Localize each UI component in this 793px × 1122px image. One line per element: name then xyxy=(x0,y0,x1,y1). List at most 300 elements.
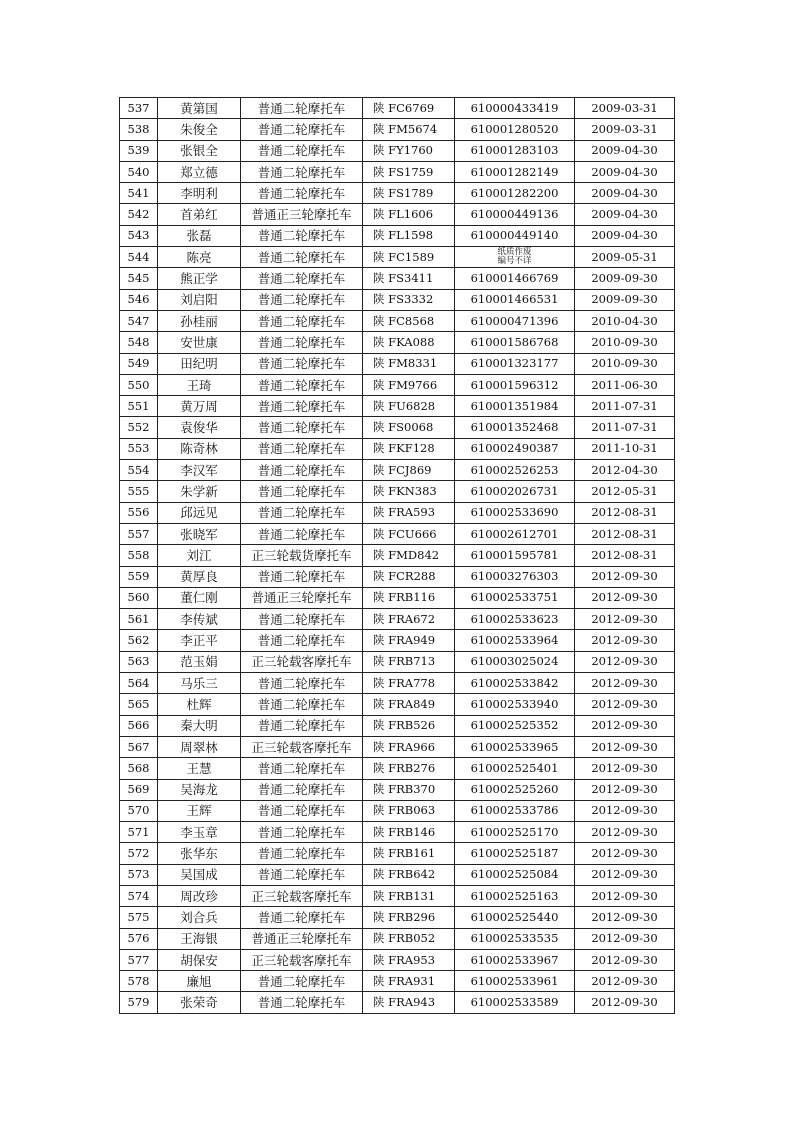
plate-number-cell: 陕 FRB063 xyxy=(363,800,455,821)
certificate-number-cell: 610002533961 xyxy=(455,971,575,992)
table-row xyxy=(120,161,675,182)
row-number-cell: 566 xyxy=(120,715,158,736)
table-body xyxy=(120,98,675,1014)
vehicle-type-cell: 普通二轮摩托车 xyxy=(241,310,363,331)
vehicle-type-cell: 普通二轮摩托车 xyxy=(241,971,363,992)
row-number-cell: 543 xyxy=(120,225,158,246)
certificate-number-cell: 610002525260 xyxy=(455,779,575,800)
row-number-cell: 577 xyxy=(120,949,158,970)
plate-number-cell: 陕 FRA943 xyxy=(363,992,455,1013)
date-cell: 2012-09-30 xyxy=(575,609,675,630)
owner-name-cell: 首弟红 xyxy=(158,204,241,225)
date-cell: 2011-07-31 xyxy=(575,417,675,438)
table-row xyxy=(120,183,675,204)
table-row xyxy=(120,822,675,843)
table-row xyxy=(120,907,675,928)
certificate-number-cell: 610001282149 xyxy=(455,161,575,182)
certificate-note-line: 纸质作废 xyxy=(497,246,532,257)
row-number-cell: 545 xyxy=(120,268,158,289)
vehicle-type-cell: 普通二轮摩托车 xyxy=(241,630,363,651)
certificate-number-cell: 610002533589 xyxy=(455,992,575,1013)
date-cell: 2012-09-30 xyxy=(575,566,675,587)
owner-name-cell: 秦大明 xyxy=(158,715,241,736)
row-number-cell: 549 xyxy=(120,353,158,374)
vehicle-type-cell: 普通二轮摩托车 xyxy=(241,396,363,417)
owner-name-cell: 胡保安 xyxy=(158,949,241,970)
vehicle-type-cell: 普通二轮摩托车 xyxy=(241,332,363,353)
table-row xyxy=(120,417,675,438)
plate-number-cell: 陕 FRA966 xyxy=(363,736,455,757)
date-cell: 2012-09-30 xyxy=(575,885,675,906)
owner-name-cell: 廉旭 xyxy=(158,971,241,992)
row-number-cell: 569 xyxy=(120,779,158,800)
table-row xyxy=(120,715,675,736)
vehicle-type-cell: 普通正三轮摩托车 xyxy=(241,587,363,608)
certificate-number-cell: 610000449136 xyxy=(455,204,575,225)
owner-name-cell: 刘江 xyxy=(158,545,241,566)
certificate-number-cell: 610002533535 xyxy=(455,928,575,949)
date-cell: 2009-04-30 xyxy=(575,140,675,161)
date-cell: 2012-09-30 xyxy=(575,630,675,651)
certificate-number-cell: 610002533786 xyxy=(455,800,575,821)
owner-name-cell: 王海银 xyxy=(158,928,241,949)
certificate-number-cell: 610001282200 xyxy=(455,183,575,204)
certificate-number-cell: 610002533690 xyxy=(455,502,575,523)
certificate-number-cell: 610001596312 xyxy=(455,374,575,395)
certificate-number-cell: 610002525163 xyxy=(455,885,575,906)
vehicle-type-cell: 普通二轮摩托车 xyxy=(241,481,363,502)
table-row xyxy=(120,736,675,757)
date-cell: 2010-04-30 xyxy=(575,310,675,331)
plate-number-cell: 陕 FRB276 xyxy=(363,758,455,779)
certificate-number-cell: 610002533842 xyxy=(455,673,575,694)
date-cell: 2009-04-30 xyxy=(575,183,675,204)
certificate-number-cell: 610002533965 xyxy=(455,736,575,757)
plate-number-cell: 陕 FRB370 xyxy=(363,779,455,800)
plate-number-cell: 陕 FRB146 xyxy=(363,822,455,843)
date-cell: 2012-09-30 xyxy=(575,949,675,970)
vehicle-record-table xyxy=(119,97,675,1014)
owner-name-cell: 黄厚良 xyxy=(158,566,241,587)
certificate-number-cell: 610001466769 xyxy=(455,268,575,289)
certificate-number-cell: 610002525170 xyxy=(455,822,575,843)
vehicle-type-cell: 普通二轮摩托车 xyxy=(241,161,363,182)
owner-name-cell: 孙桂丽 xyxy=(158,310,241,331)
vehicle-type-cell: 普通二轮摩托车 xyxy=(241,673,363,694)
plate-number-cell: 陕 FM8331 xyxy=(363,353,455,374)
owner-name-cell: 朱学新 xyxy=(158,481,241,502)
table-row xyxy=(120,843,675,864)
table-row xyxy=(120,928,675,949)
row-number-cell: 546 xyxy=(120,289,158,310)
vehicle-type-cell: 普通二轮摩托车 xyxy=(241,183,363,204)
certificate-number-cell: 610002533967 xyxy=(455,949,575,970)
date-cell: 2009-04-30 xyxy=(575,225,675,246)
date-cell: 2012-08-31 xyxy=(575,502,675,523)
row-number-cell: 567 xyxy=(120,736,158,757)
row-number-cell: 559 xyxy=(120,566,158,587)
owner-name-cell: 安世康 xyxy=(158,332,241,353)
plate-number-cell: 陕 FRB131 xyxy=(363,885,455,906)
row-number-cell: 571 xyxy=(120,822,158,843)
plate-number-cell: 陕 FS3332 xyxy=(363,289,455,310)
row-number-cell: 579 xyxy=(120,992,158,1013)
table-row xyxy=(120,310,675,331)
plate-number-cell: 陕 FS0068 xyxy=(363,417,455,438)
row-number-cell: 555 xyxy=(120,481,158,502)
table-row xyxy=(120,587,675,608)
date-cell: 2012-09-30 xyxy=(575,800,675,821)
plate-number-cell: 陕 FRB116 xyxy=(363,587,455,608)
plate-number-cell: 陕 FS3411 xyxy=(363,268,455,289)
table-row xyxy=(120,992,675,1013)
certificate-number-cell xyxy=(455,247,575,268)
date-cell: 2012-09-30 xyxy=(575,651,675,672)
table-row xyxy=(120,673,675,694)
plate-number-cell: 陕 FRB642 xyxy=(363,864,455,885)
row-number-cell: 576 xyxy=(120,928,158,949)
owner-name-cell: 张银全 xyxy=(158,140,241,161)
table-row xyxy=(120,374,675,395)
owner-name-cell: 王辉 xyxy=(158,800,241,821)
date-cell: 2011-10-31 xyxy=(575,438,675,459)
plate-number-cell: 陕 FRA931 xyxy=(363,971,455,992)
date-cell: 2012-09-30 xyxy=(575,822,675,843)
date-cell: 2009-05-31 xyxy=(575,247,675,268)
owner-name-cell: 董仁刚 xyxy=(158,587,241,608)
owner-name-cell: 范玉娟 xyxy=(158,651,241,672)
certificate-number-cell: 610002490387 xyxy=(455,438,575,459)
owner-name-cell: 王慧 xyxy=(158,758,241,779)
date-cell: 2012-09-30 xyxy=(575,673,675,694)
certificate-number-cell: 610002525187 xyxy=(455,843,575,864)
date-cell: 2009-03-31 xyxy=(575,98,675,119)
owner-name-cell: 吴海龙 xyxy=(158,779,241,800)
plate-number-cell: 陕 FRA672 xyxy=(363,609,455,630)
certificate-number-cell: 610002026731 xyxy=(455,481,575,502)
date-cell: 2012-09-30 xyxy=(575,843,675,864)
date-cell: 2010-09-30 xyxy=(575,332,675,353)
owner-name-cell: 周改珍 xyxy=(158,885,241,906)
table-row xyxy=(120,204,675,225)
date-cell: 2012-09-30 xyxy=(575,694,675,715)
table-row xyxy=(120,758,675,779)
table-row xyxy=(120,247,675,268)
owner-name-cell: 张荣奇 xyxy=(158,992,241,1013)
plate-number-cell: 陕 FCJ869 xyxy=(363,460,455,481)
plate-number-cell: 陕 FRB713 xyxy=(363,651,455,672)
row-number-cell: 570 xyxy=(120,800,158,821)
plate-number-cell: 陕 FC1589 xyxy=(363,247,455,268)
date-cell: 2012-09-30 xyxy=(575,907,675,928)
certificate-number-cell: 610002533751 xyxy=(455,587,575,608)
owner-name-cell: 张晓军 xyxy=(158,523,241,544)
certificate-number-cell: 610002612701 xyxy=(455,523,575,544)
row-number-cell: 575 xyxy=(120,907,158,928)
date-cell: 2009-03-31 xyxy=(575,119,675,140)
owner-name-cell: 马乐三 xyxy=(158,673,241,694)
certificate-number-cell: 610002525440 xyxy=(455,907,575,928)
certificate-number-cell: 610003025024 xyxy=(455,651,575,672)
owner-name-cell: 吴国成 xyxy=(158,864,241,885)
owner-name-cell: 周翠林 xyxy=(158,736,241,757)
plate-number-cell: 陕 FC8568 xyxy=(363,310,455,331)
vehicle-type-cell: 普通二轮摩托车 xyxy=(241,119,363,140)
vehicle-type-cell: 普通二轮摩托车 xyxy=(241,374,363,395)
row-number-cell: 548 xyxy=(120,332,158,353)
plate-number-cell: 陕 FCR288 xyxy=(363,566,455,587)
table-row xyxy=(120,98,675,119)
owner-name-cell: 李明利 xyxy=(158,183,241,204)
row-number-cell: 565 xyxy=(120,694,158,715)
owner-name-cell: 熊正学 xyxy=(158,268,241,289)
vehicle-record-table-container xyxy=(119,97,674,1014)
vehicle-type-cell: 普通二轮摩托车 xyxy=(241,992,363,1013)
table-row xyxy=(120,332,675,353)
table-row xyxy=(120,119,675,140)
row-number-cell: 573 xyxy=(120,864,158,885)
vehicle-type-cell: 普通二轮摩托车 xyxy=(241,609,363,630)
row-number-cell: 562 xyxy=(120,630,158,651)
vehicle-type-cell: 正三轮载货摩托车 xyxy=(241,545,363,566)
certificate-number-cell: 610002525084 xyxy=(455,864,575,885)
owner-name-cell: 朱俊全 xyxy=(158,119,241,140)
row-number-cell: 572 xyxy=(120,843,158,864)
date-cell: 2009-09-30 xyxy=(575,268,675,289)
plate-number-cell: 陕 FRA778 xyxy=(363,673,455,694)
date-cell: 2009-04-30 xyxy=(575,204,675,225)
plate-number-cell: 陕 FRA949 xyxy=(363,630,455,651)
certificate-number-cell: 610003276303 xyxy=(455,566,575,587)
row-number-cell: 544 xyxy=(120,247,158,268)
row-number-cell: 564 xyxy=(120,673,158,694)
owner-name-cell: 王琦 xyxy=(158,374,241,395)
row-number-cell: 557 xyxy=(120,523,158,544)
certificate-number-cell: 610001280520 xyxy=(455,119,575,140)
plate-number-cell: 陕 FKN383 xyxy=(363,481,455,502)
table-row xyxy=(120,651,675,672)
certificate-number-cell: 610001283103 xyxy=(455,140,575,161)
table-row xyxy=(120,800,675,821)
plate-number-cell: 陕 FS1789 xyxy=(363,183,455,204)
plate-number-cell: 陕 FRA953 xyxy=(363,949,455,970)
vehicle-type-cell: 普通二轮摩托车 xyxy=(241,779,363,800)
owner-name-cell: 黄第国 xyxy=(158,98,241,119)
table-row xyxy=(120,949,675,970)
row-number-cell: 540 xyxy=(120,161,158,182)
table-row xyxy=(120,268,675,289)
row-number-cell: 578 xyxy=(120,971,158,992)
plate-number-cell: 陕 FRA593 xyxy=(363,502,455,523)
certificate-number-cell: 610000433419 xyxy=(455,98,575,119)
vehicle-type-cell: 普通二轮摩托车 xyxy=(241,353,363,374)
vehicle-type-cell: 普通二轮摩托车 xyxy=(241,523,363,544)
date-cell: 2012-05-31 xyxy=(575,481,675,502)
date-cell: 2012-04-30 xyxy=(575,460,675,481)
vehicle-type-cell: 普通正三轮摩托车 xyxy=(241,204,363,225)
date-cell: 2009-09-30 xyxy=(575,289,675,310)
plate-number-cell: 陕 FY1760 xyxy=(363,140,455,161)
vehicle-type-cell: 普通二轮摩托车 xyxy=(241,502,363,523)
certificate-number-cell: 610001595781 xyxy=(455,545,575,566)
certificate-number-cell: 610000471396 xyxy=(455,310,575,331)
certificate-number-cell: 610002533940 xyxy=(455,694,575,715)
certificate-number-cell: 610002526253 xyxy=(455,460,575,481)
owner-name-cell: 刘启阳 xyxy=(158,289,241,310)
row-number-cell: 574 xyxy=(120,885,158,906)
table-row xyxy=(120,353,675,374)
vehicle-type-cell: 普通二轮摩托车 xyxy=(241,864,363,885)
plate-number-cell: 陕 FCU666 xyxy=(363,523,455,544)
row-number-cell: 552 xyxy=(120,417,158,438)
vehicle-type-cell: 普通二轮摩托车 xyxy=(241,98,363,119)
row-number-cell: 541 xyxy=(120,183,158,204)
vehicle-type-cell: 普通二轮摩托车 xyxy=(241,715,363,736)
table-row xyxy=(120,885,675,906)
table-row xyxy=(120,545,675,566)
date-cell: 2012-09-30 xyxy=(575,758,675,779)
row-number-cell: 538 xyxy=(120,119,158,140)
row-number-cell: 537 xyxy=(120,98,158,119)
certificate-number-cell: 610001323177 xyxy=(455,353,575,374)
owner-name-cell: 李传斌 xyxy=(158,609,241,630)
vehicle-type-cell: 普通二轮摩托车 xyxy=(241,907,363,928)
row-number-cell: 554 xyxy=(120,460,158,481)
date-cell: 2012-09-30 xyxy=(575,779,675,800)
vehicle-type-cell: 普通二轮摩托车 xyxy=(241,822,363,843)
plate-number-cell: 陕 FS1759 xyxy=(363,161,455,182)
plate-number-cell: 陕 FRA849 xyxy=(363,694,455,715)
table-row xyxy=(120,225,675,246)
date-cell: 2010-09-30 xyxy=(575,353,675,374)
table-row xyxy=(120,140,675,161)
vehicle-type-cell: 正三轮载客摩托车 xyxy=(241,949,363,970)
plate-number-cell: 陕 FKA088 xyxy=(363,332,455,353)
row-number-cell: 550 xyxy=(120,374,158,395)
certificate-number-cell: 610001352468 xyxy=(455,417,575,438)
date-cell: 2011-07-31 xyxy=(575,396,675,417)
vehicle-type-cell: 正三轮载客摩托车 xyxy=(241,651,363,672)
row-number-cell: 560 xyxy=(120,587,158,608)
date-cell: 2012-09-30 xyxy=(575,928,675,949)
owner-name-cell: 陈奇林 xyxy=(158,438,241,459)
vehicle-type-cell: 普通二轮摩托车 xyxy=(241,225,363,246)
vehicle-type-cell: 普通二轮摩托车 xyxy=(241,140,363,161)
certificate-number-cell: 610000449140 xyxy=(455,225,575,246)
plate-number-cell: 陕 FRB052 xyxy=(363,928,455,949)
table-row xyxy=(120,864,675,885)
vehicle-type-cell: 普通二轮摩托车 xyxy=(241,843,363,864)
table-row xyxy=(120,481,675,502)
certificate-number-cell: 610001351984 xyxy=(455,396,575,417)
plate-number-cell: 陕 FRB526 xyxy=(363,715,455,736)
row-number-cell: 553 xyxy=(120,438,158,459)
owner-name-cell: 刘合兵 xyxy=(158,907,241,928)
table-row xyxy=(120,438,675,459)
table-row xyxy=(120,694,675,715)
owner-name-cell: 黄万周 xyxy=(158,396,241,417)
owner-name-cell: 田纪明 xyxy=(158,353,241,374)
owner-name-cell: 袁俊华 xyxy=(158,417,241,438)
certificate-number-cell: 610002533623 xyxy=(455,609,575,630)
date-cell: 2011-06-30 xyxy=(575,374,675,395)
vehicle-type-cell: 普通二轮摩托车 xyxy=(241,800,363,821)
vehicle-type-cell: 普通二轮摩托车 xyxy=(241,289,363,310)
date-cell: 2012-09-30 xyxy=(575,587,675,608)
owner-name-cell: 李玉章 xyxy=(158,822,241,843)
vehicle-type-cell: 普通二轮摩托车 xyxy=(241,417,363,438)
owner-name-cell: 陈亮 xyxy=(158,247,241,268)
plate-number-cell: 陕 FM9766 xyxy=(363,374,455,395)
date-cell: 2012-09-30 xyxy=(575,992,675,1013)
owner-name-cell: 张磊 xyxy=(158,225,241,246)
row-number-cell: 563 xyxy=(120,651,158,672)
owner-name-cell: 邱远见 xyxy=(158,502,241,523)
vehicle-type-cell: 正三轮载客摩托车 xyxy=(241,736,363,757)
plate-number-cell: 陕 FRB296 xyxy=(363,907,455,928)
row-number-cell: 556 xyxy=(120,502,158,523)
certificate-number-cell: 610002533964 xyxy=(455,630,575,651)
owner-name-cell: 杜辉 xyxy=(158,694,241,715)
vehicle-type-cell: 普通二轮摩托车 xyxy=(241,694,363,715)
row-number-cell: 568 xyxy=(120,758,158,779)
date-cell: 2012-09-30 xyxy=(575,715,675,736)
vehicle-type-cell: 普通二轮摩托车 xyxy=(241,438,363,459)
plate-number-cell: 陕 FMD842 xyxy=(363,545,455,566)
table-row xyxy=(120,289,675,310)
vehicle-type-cell: 普通二轮摩托车 xyxy=(241,247,363,268)
plate-number-cell: 陕 FKF128 xyxy=(363,438,455,459)
plate-number-cell: 陕 FL1598 xyxy=(363,225,455,246)
date-cell: 2012-09-30 xyxy=(575,971,675,992)
table-row xyxy=(120,502,675,523)
row-number-cell: 561 xyxy=(120,609,158,630)
certificate-number-cell: 610002525401 xyxy=(455,758,575,779)
owner-name-cell: 李汉军 xyxy=(158,460,241,481)
vehicle-type-cell: 普通二轮摩托车 xyxy=(241,566,363,587)
plate-number-cell: 陕 FRB161 xyxy=(363,843,455,864)
date-cell: 2012-08-31 xyxy=(575,545,675,566)
table-row xyxy=(120,523,675,544)
owner-name-cell: 郑立德 xyxy=(158,161,241,182)
date-cell: 2012-08-31 xyxy=(575,523,675,544)
date-cell: 2009-04-30 xyxy=(575,161,675,182)
row-number-cell: 539 xyxy=(120,140,158,161)
row-number-cell: 551 xyxy=(120,396,158,417)
certificate-number-cell: 610001586768 xyxy=(455,332,575,353)
table-row xyxy=(120,460,675,481)
plate-number-cell: 陕 FM5674 xyxy=(363,119,455,140)
table-row xyxy=(120,396,675,417)
vehicle-type-cell: 普通二轮摩托车 xyxy=(241,460,363,481)
plate-number-cell: 陕 FL1606 xyxy=(363,204,455,225)
certificate-number-cell: 610001466531 xyxy=(455,289,575,310)
plate-number-cell: 陕 FU6828 xyxy=(363,396,455,417)
owner-name-cell: 张华东 xyxy=(158,843,241,864)
certificate-note-line: 编号不详 xyxy=(497,256,532,267)
plate-number-cell: 陕 FC6769 xyxy=(363,98,455,119)
row-number-cell: 542 xyxy=(120,204,158,225)
owner-name-cell: 李正平 xyxy=(158,630,241,651)
date-cell: 2012-09-30 xyxy=(575,864,675,885)
table-row xyxy=(120,779,675,800)
table-row xyxy=(120,609,675,630)
table-row xyxy=(120,630,675,651)
vehicle-type-cell: 正三轮载客摩托车 xyxy=(241,885,363,906)
vehicle-type-cell: 普通二轮摩托车 xyxy=(241,268,363,289)
table-row xyxy=(120,971,675,992)
vehicle-type-cell: 普通二轮摩托车 xyxy=(241,758,363,779)
